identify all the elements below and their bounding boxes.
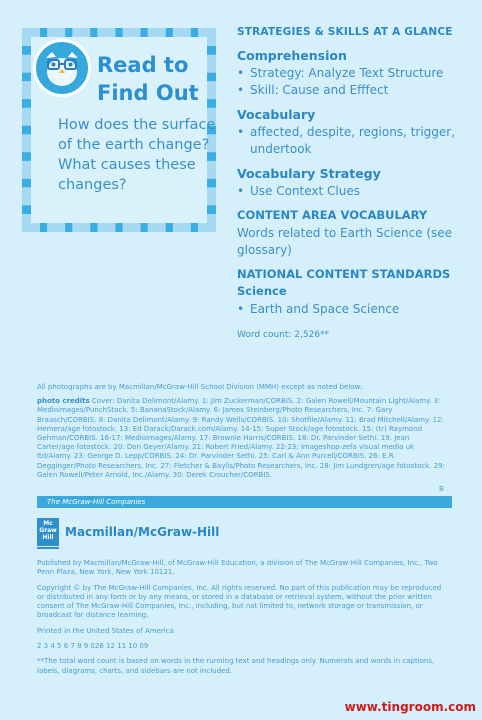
read-to-find-out-box [22, 28, 216, 232]
vocabulary-strategy-list [237, 183, 472, 200]
content-area-text: Words related to Earth Science (see glossary) [237, 226, 453, 257]
logo-text: Mc Graw Hill [39, 520, 57, 541]
list-item: • Strategy: Analyze Text Structure [237, 65, 472, 82]
comprehension-list [237, 65, 472, 99]
logo-underline [37, 547, 59, 549]
vocabulary-heading: Vocabulary [237, 107, 316, 122]
standards-list [237, 301, 472, 318]
read-to-find-out-title [97, 51, 217, 107]
print-line: 2 3 4 5 6 7 8 9 026 12 11 10 09 [37, 642, 149, 651]
list-item: • Use Context Clues [237, 183, 472, 200]
list-item: • Earth and Space Science [237, 301, 472, 318]
title-line-1: Read to [97, 53, 189, 77]
mcgraw-hill-logo [37, 518, 59, 546]
watermark: www.tingroom.com [344, 700, 476, 714]
photo-credits [37, 383, 447, 480]
word-count: Word count: 2,526** [237, 330, 330, 340]
credits-lead: All photographs are by Macmillan/McGraw-Hill School Division (MMH) except as noted below: [37, 383, 363, 391]
list-item: • affected, despite, regions, trigger, undertook [237, 124, 472, 158]
credits-body [37, 397, 447, 480]
credits-label: photo credits [37, 397, 90, 406]
vocabulary-strategy-heading: Vocabulary Strategy [237, 166, 381, 181]
copyright-notice: Copyright © by The McGraw-Hill Companies, Inc. All rights reserved. No part of this publication may be reproduced or distributed in any form or by any means, or stored in a database or retrieval system, without the prior written consent of The McGraw-Hill Companies, Inc., including, but not limited to, network storage or transmission, or broadcast for distance learning. [37, 583, 442, 620]
content-area-heading: CONTENT AREA VOCABULARY [237, 208, 428, 222]
page-marker: B [439, 485, 444, 493]
comprehension-heading: Comprehension [237, 48, 347, 63]
owl-reading-icon [33, 39, 91, 97]
standards-heading: NATIONAL CONTENT STANDARDS [237, 267, 451, 281]
standards-subheading: Science [237, 284, 287, 298]
list-item: • Skill: Cause and Efffect [237, 82, 472, 99]
credits-text: Cover: Danita Delimont/Alamy. 1: Jim Zuckerman/CORBIS. 2: Galen Rowell/Mountain Light/Alamy. 3: Medioimages/PunchStock. 5: BananaStock/Alamy. 6: James Steinberg/Photo Researchers, Inc. 7: Gary Braasch/CORBIS. 8: Danita Delimont/Alamy. 9: Randy Wells/CORBIS. 10: Shotfile/Alamy. 11: Brad Mitchell/Alamy. 12: Hemera/age fotostock. 13: Ed Darack/Darack.com/Alamy. 14-15: Super Stock/age fotostock. 15: (tr) Raymond Gehman/CORBIS. 16-17: Medioimages/Alamy. 17: Brownie Harris/CORBIS. 18: Dr. Parvinder Sethi. 19: Jean Carter/age fotostock. 20: Don Geyer/Alamy. 21: Robert Fried/Alamy. 22-23: Imageshop-zefa visual media uk ltd/Alamy. 23: George D. Lepp/CORBIS. 24: Dr. Parvinder Sethi. 25: Carl & Ann Purcell/CORBIS. 26: E.R. Degginger/Photo Researchers, Inc. 27: Fletcher & Baylis/Photo Researchers, Inc. 28: Jim Lundgren/age fotostock. 29: Galen Rowell/Peter Arnold, Inc./Alamy. 30: Derek Croucher/CORBIS. [37, 397, 445, 479]
word-count-footnote: **The total word count is based on words in the running text and headings only. Numerals and words in captions, labels, diagrams, charts, and sidebars are not included. [37, 657, 435, 675]
published-by: Published by Macmillan/McGraw-Hill, of McGraw-Hill Education, a division of The McGraw-Hill Companies, Inc., Two Penn Plaza, New York, New York 10121. [37, 559, 438, 577]
focus-question: How does the surface of the earth change? What causes these changes? [58, 117, 216, 193]
title-line-2: Find Out [97, 81, 199, 105]
printed-in: Printed in the United States of America [37, 626, 174, 635]
strategies-skills-panel [237, 26, 472, 340]
legal-block [37, 559, 447, 682]
publisher-name: Macmillan/McGraw-Hill [65, 525, 220, 539]
glance-heading: STRATEGIES & SKILLS AT A GLANCE [237, 26, 453, 38]
companies-bar: The McGraw-Hill Companies [37, 496, 452, 508]
vocabulary-list [237, 124, 472, 158]
